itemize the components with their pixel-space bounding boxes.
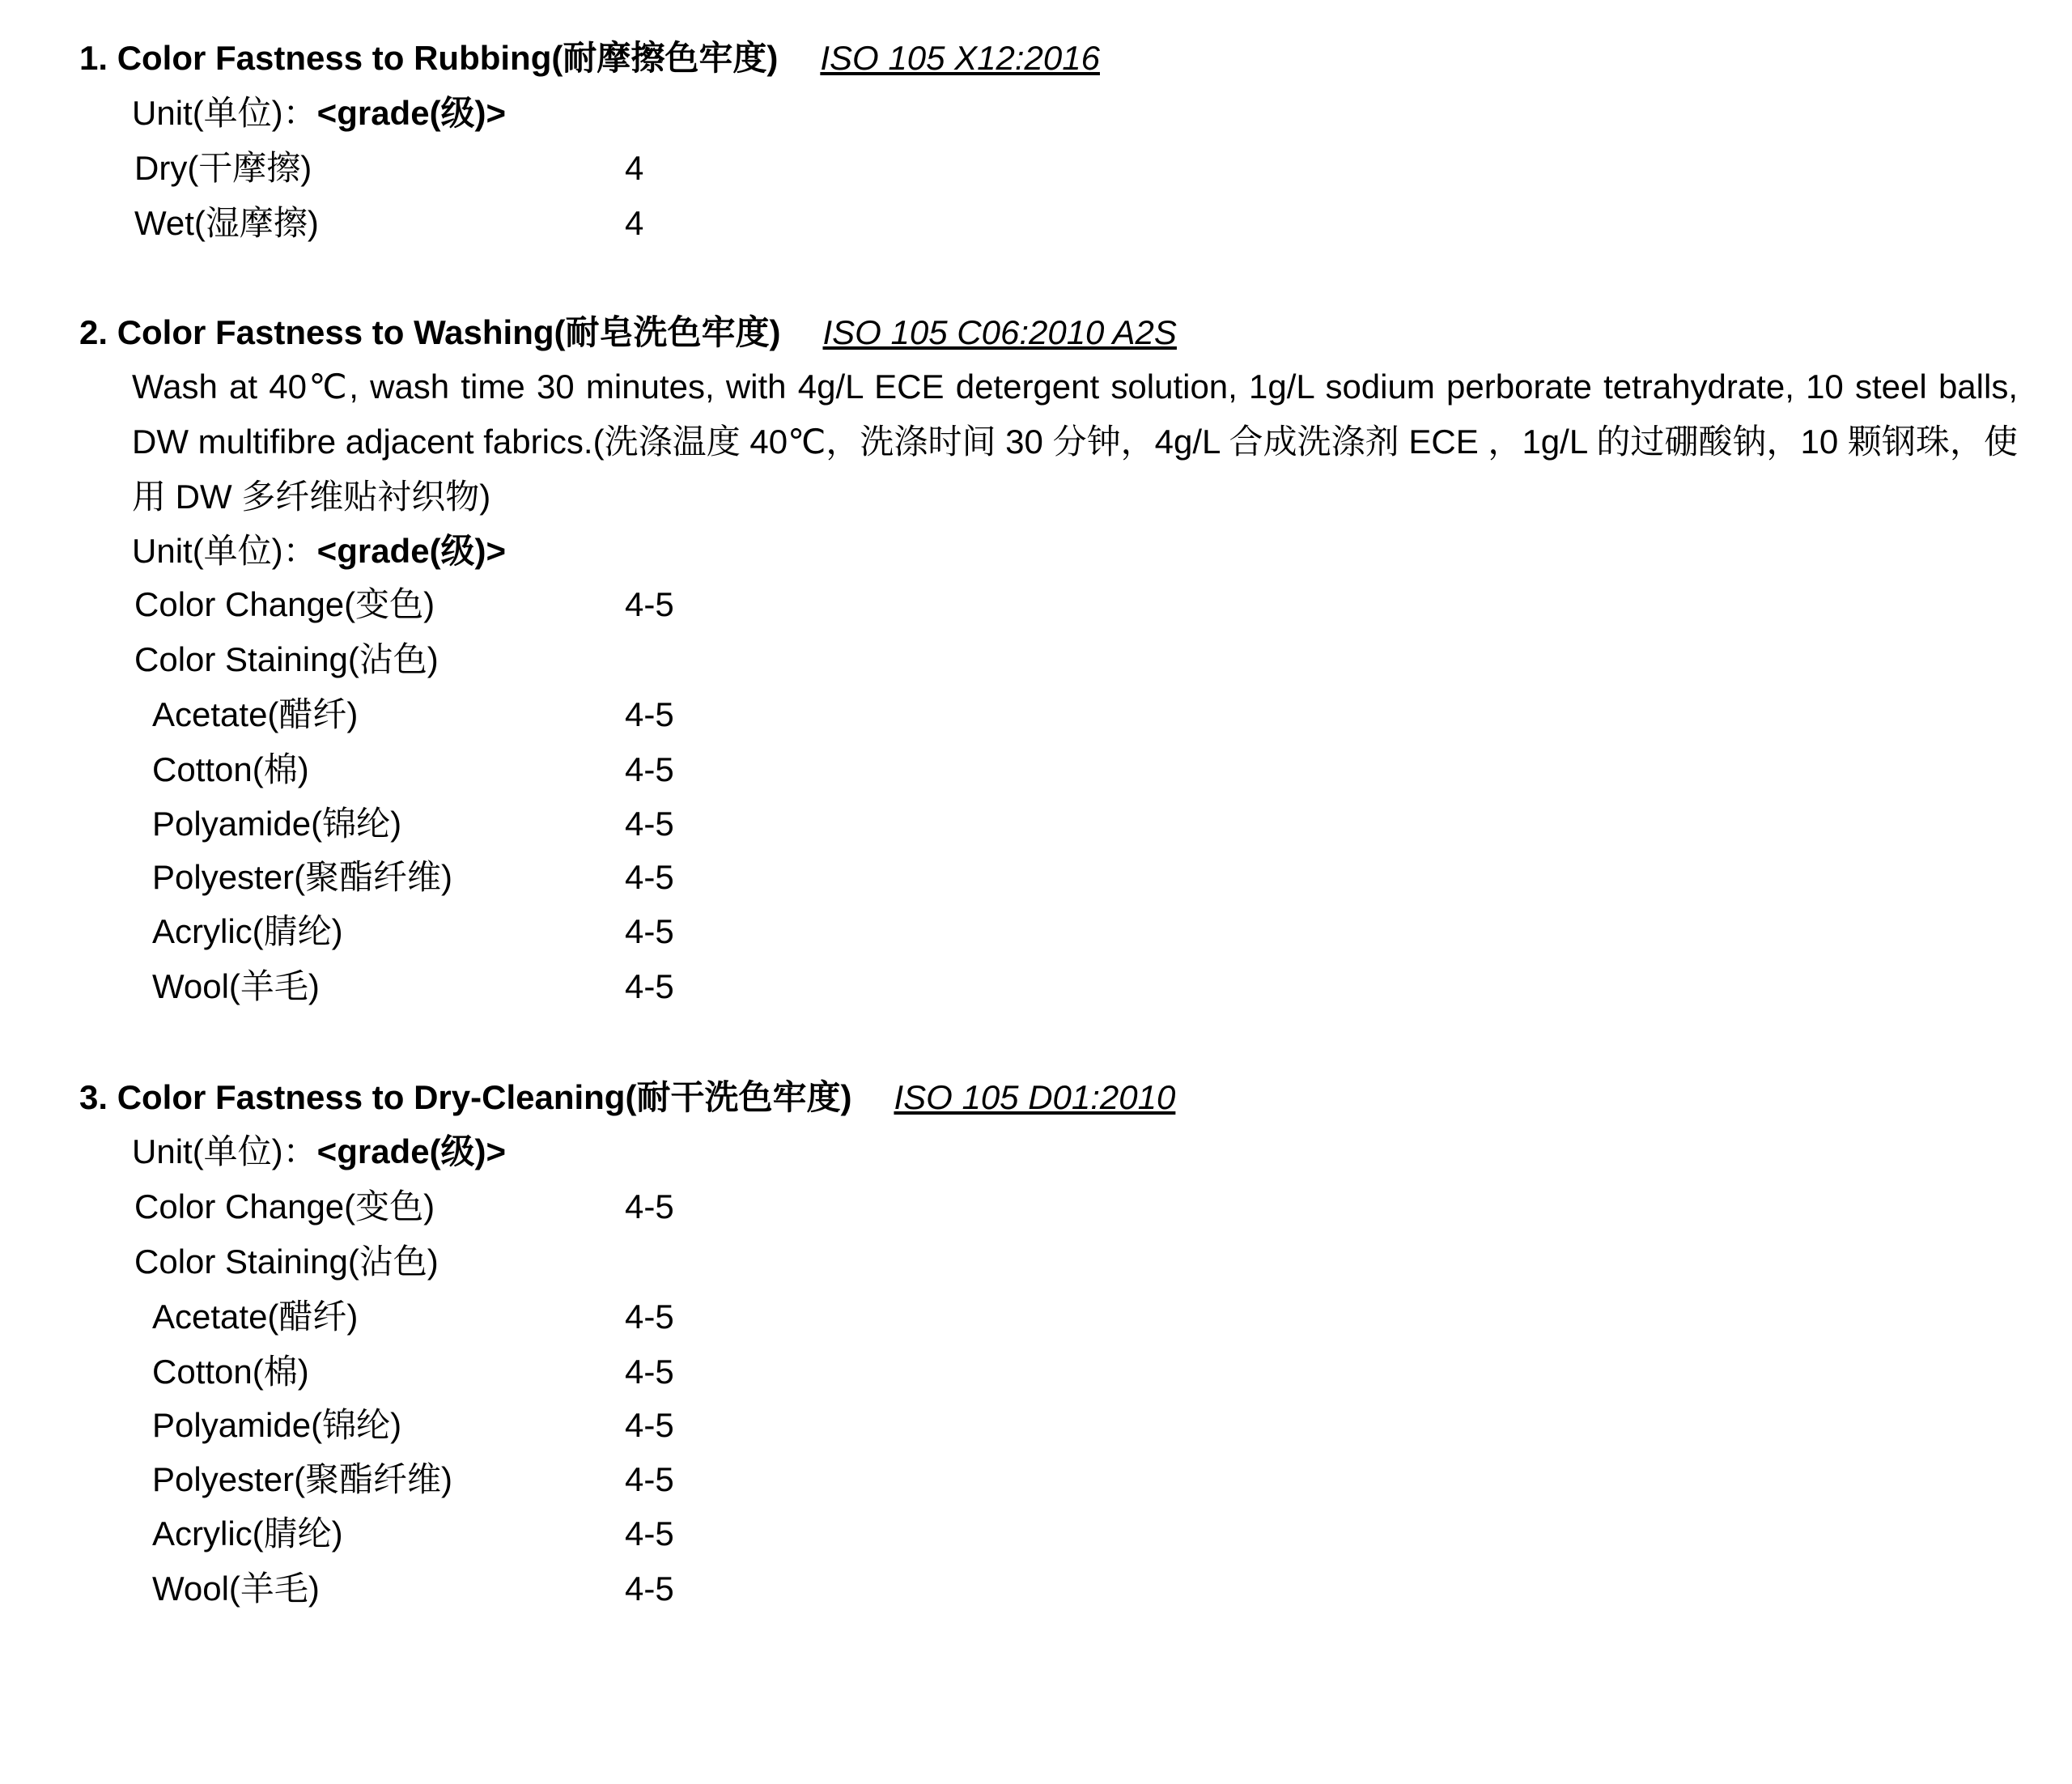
staining-row-polyester <box>0 1455 971 1504</box>
result-label: Color Change(变色) <box>134 585 435 623</box>
result-value: 4 <box>625 204 644 242</box>
result-label: Wet(湿摩擦) <box>134 204 319 242</box>
result-value: 4 <box>625 149 644 187</box>
staining-row-acetate <box>0 1293 971 1341</box>
unit-prefix: Unit(单位)： <box>132 1132 317 1170</box>
unit-line <box>132 527 506 576</box>
unit-prefix: Unit(单位)： <box>132 532 317 570</box>
fiber-label: Acrylic(腈纶) <box>152 1514 343 1553</box>
result-row-color-change <box>0 1183 971 1231</box>
staining-row-polyamide <box>0 1401 971 1450</box>
fiber-label: Cotton(棉) <box>152 750 309 788</box>
section-title-text: 1. Color Fastness to Rubbing(耐摩擦色牢度) <box>79 39 779 77</box>
test-standard: ISO 105 X12:2016 <box>820 39 1100 77</box>
result-row-wet <box>0 199 971 248</box>
section-title <box>79 34 1100 83</box>
unit-grade: <grade(级)> <box>316 94 507 132</box>
test-standard: ISO 105 C06:2010 A2S <box>822 313 1177 351</box>
result-value: 4-5 <box>625 858 674 896</box>
staining-row-acrylic <box>0 907 971 956</box>
result-label: Color Staining(沾色) <box>134 640 439 678</box>
staining-row-wool <box>0 962 971 1011</box>
unit-prefix: Unit(单位)： <box>132 94 317 132</box>
color-staining-heading <box>0 635 971 684</box>
unit-line <box>132 1128 506 1176</box>
result-label: Color Change(变色) <box>134 1187 435 1225</box>
staining-row-cotton <box>0 1348 971 1396</box>
fiber-label: Acrylic(腈纶) <box>152 912 343 950</box>
test-conditions-description: Wash at 40℃, wash time 30 minutes, with 4g/L ECE detergent solution, 1g/L sodium perborate tetrahydrate, 10 steel balls, DW multifibre adjacent fabrics.(洗涤温度 40℃，洗涤时间 30 分钟，4g/L 合成洗涤剂 ECE ，1g/L 的过硼酸钠，10 颗钢珠，使用 DW 多纤维贴衬织物) <box>132 367 2018 516</box>
result-row-color-change <box>0 580 971 629</box>
result-value: 4-5 <box>625 1460 674 1498</box>
fiber-label: Wool(羊毛) <box>152 1569 320 1608</box>
fiber-label: Polyamide(锦纶) <box>152 1406 402 1444</box>
result-value: 4-5 <box>625 1187 674 1225</box>
section-title-text: 3. Color Fastness to Dry-Cleaning(耐干洗色牢度) <box>79 1078 852 1116</box>
result-value: 4-5 <box>625 695 674 733</box>
staining-row-acrylic <box>0 1510 971 1558</box>
fiber-label: Acetate(醋纤) <box>152 1298 359 1336</box>
result-value: 4-5 <box>625 805 674 843</box>
test-standard: ISO 105 D01:2010 <box>894 1078 1176 1116</box>
unit-grade: <grade(级)> <box>316 1132 507 1170</box>
color-staining-heading <box>0 1238 971 1286</box>
unit-grade: <grade(级)> <box>316 532 507 570</box>
result-value: 4-5 <box>625 1569 674 1608</box>
fiber-label: Polyester(聚酯纤维) <box>152 1460 453 1498</box>
result-value: 4-5 <box>625 967 674 1005</box>
staining-row-wool <box>0 1565 971 1613</box>
section-title <box>79 308 1177 357</box>
fiber-label: Acetate(醋纤) <box>152 695 359 733</box>
section-title <box>79 1073 1175 1122</box>
result-value: 4-5 <box>625 1514 674 1553</box>
fiber-label: Wool(羊毛) <box>152 967 320 1005</box>
result-value: 4-5 <box>625 1298 674 1336</box>
staining-row-acetate <box>0 690 971 739</box>
result-value: 4-5 <box>625 1406 674 1444</box>
section-title-text: 2. Color Fastness to Washing(耐皂洗色牢度) <box>79 313 781 351</box>
result-label: Dry(干摩擦) <box>134 149 312 187</box>
unit-line <box>132 89 506 138</box>
result-row-dry <box>0 144 971 193</box>
result-value: 4-5 <box>625 1353 674 1391</box>
fiber-label: Polyester(聚酯纤维) <box>152 858 453 896</box>
fiber-label: Cotton(棉) <box>152 1353 309 1391</box>
staining-row-polyamide <box>0 800 971 848</box>
result-value: 4-5 <box>625 912 674 950</box>
fiber-label: Polyamide(锦纶) <box>152 805 402 843</box>
staining-row-polyester <box>0 853 971 902</box>
result-value: 4-5 <box>625 585 674 623</box>
result-value: 4-5 <box>625 750 674 788</box>
result-label: Color Staining(沾色) <box>134 1242 439 1281</box>
staining-row-cotton <box>0 745 971 794</box>
